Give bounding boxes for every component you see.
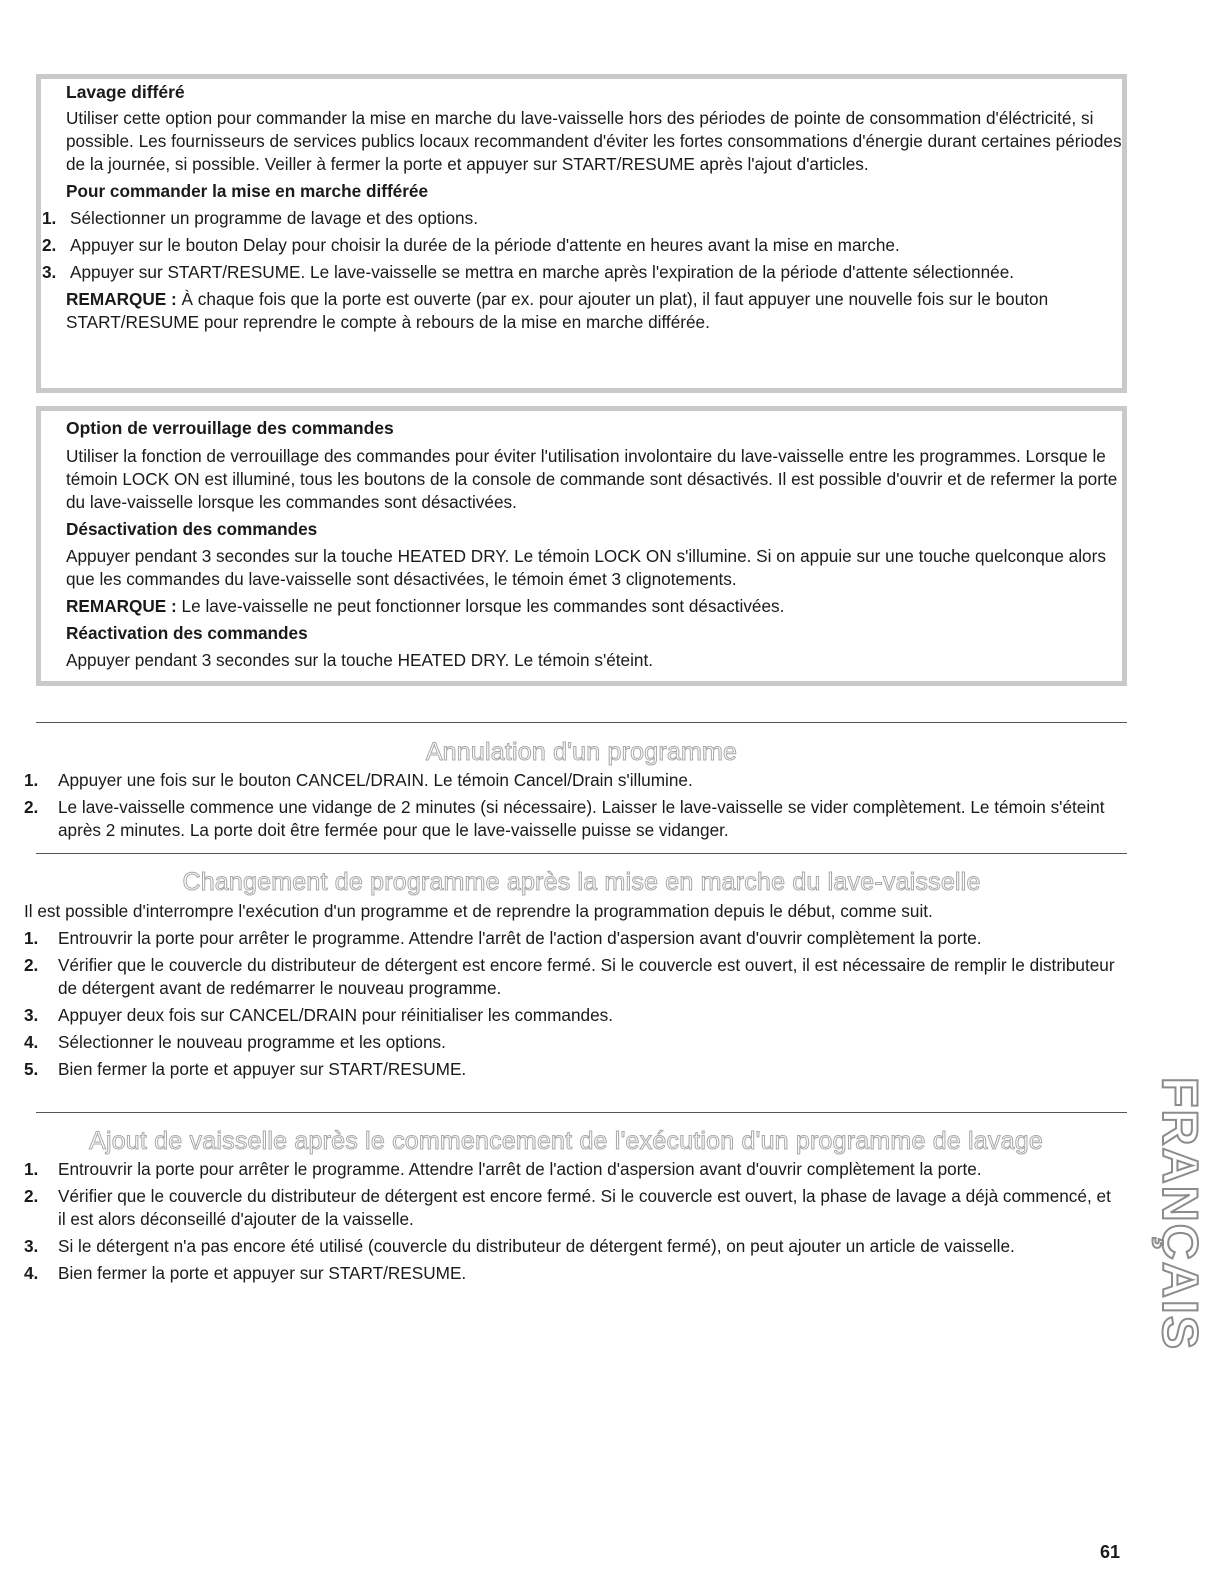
- list-item: 2. Appuyer sur le bouton Delay pour choisir la durée de la période d'attente en heures avant la mise en marche.: [42, 235, 900, 255]
- deactivate-text: Appuyer pendant 3 secondes sur la touche HEATED DRY. Le témoin LOCK ON s'illumine. Si on appuie sur une touche quelconque alors que les commandes du lave-vaisselle sont désactivées, le témoin émet 3 clignotements.: [66, 546, 1106, 589]
- list-item: 2. Vérifier que le couvercle du distributeur de détergent est encore fermé. Si le couvercle est ouvert, la phase de lavage a déjà commencé, et il est alors déconseillé d'ajouter de la vaisselle.: [24, 1186, 1111, 1229]
- cancel-steps-list: [24, 769, 1124, 842]
- list-item: 4. Bien fermer la porte et appuyer sur START/RESUME.: [24, 1263, 467, 1283]
- reactivate-title: Réactivation des commandes: [66, 623, 308, 643]
- delay-box-title: Lavage différé: [66, 82, 185, 102]
- lock-box-intro: Utiliser la fonction de verrouillage des commandes pour éviter l'utilisation involontaire du lave-vaisselle entre les programmes. Lorsque le témoin LOCK ON est illuminé, tous les boutons de la console de commande sont désactivés. Il est possible d'ouvrir et de refermer la porte du lave-vaisselle lorsque les commandes sont désactivées.: [66, 446, 1118, 512]
- note-label: REMARQUE :: [66, 596, 177, 616]
- list-item: 1. Entrouvrir la porte pour arrêter le programme. Attendre l'arrêt de l'action d'aspersion avant d'ouvrir complètement la porte.: [24, 928, 982, 948]
- delay-box-note: [66, 288, 1122, 334]
- delay-steps-list: [42, 207, 1122, 284]
- lock-box-title: Option de verrouillage des commandes: [66, 418, 394, 438]
- control-lock-box: [36, 406, 1127, 686]
- list-item: 1. Sélectionner un programme de lavage et des options.: [42, 208, 478, 228]
- deactivate-title: Désactivation des commandes: [66, 519, 318, 539]
- note-text: Le lave-vaisselle ne peut fonctionner lorsque les commandes sont désactivées.: [181, 596, 785, 616]
- list-item: 4. Sélectionner le nouveau programme et les options.: [24, 1032, 446, 1052]
- add-section-body: [24, 1158, 1114, 1289]
- add-steps-list: [24, 1158, 1114, 1285]
- delay-start-box: [36, 74, 1127, 393]
- cancel-section-body: [24, 769, 1124, 846]
- change-section-body: [24, 900, 1124, 1085]
- language-side-tab: [1152, 1076, 1209, 1352]
- section-divider: [36, 1112, 1127, 1113]
- section-divider: [36, 853, 1127, 854]
- lock-box-note: [66, 595, 1122, 618]
- list-item: 1. Appuyer une fois sur le bouton CANCEL/DRAIN. Le témoin Cancel/Drain s'illumine.: [24, 770, 693, 790]
- note-text: À chaque fois que la porte est ouverte (par ex. pour ajouter un plat), il faut appuyer une nouvelle fois sur le bouton START/RESUME pour reprendre le compte à rebours de la mise en marche différée.: [66, 289, 1049, 332]
- change-steps-list: [24, 927, 1124, 1081]
- delay-box-subtitle: Pour commander la mise en marche différée: [66, 181, 429, 201]
- delay-box-intro: Utiliser cette option pour commander la mise en marche du lave-vaisselle hors des périodes de pointe de consommation d'éléctricité, si possible. Les fournisseurs de services publics locaux recommandent d'éviter les fortes consommations d'énergie durant certaines périodes de la journée, si possible. Veiller à fermer la porte et appuyer sur START/RESUME après l'ajout d'articles.: [66, 108, 1122, 174]
- add-section-title: Ajout de vaisselle après le commencement de l'exécution d'un programme de lavage: [89, 1127, 1043, 1155]
- cancel-section-title: Annulation d'un programme: [425, 738, 738, 766]
- reactivate-text: Appuyer pendant 3 secondes sur la touche HEATED DRY. Le témoin s'éteint.: [66, 650, 654, 670]
- change-section-title: Changement de programme après la mise en marche du lave-vaisselle: [182, 868, 981, 896]
- change-intro: Il est possible d'interrompre l'exécution d'un programme et de reprendre la programmation depuis le début, comme suit.: [24, 901, 933, 921]
- section-divider: [36, 722, 1127, 723]
- list-item: 2. Vérifier que le couvercle du distributeur de détergent est encore fermé. Si le couvercle est ouvert, il est nécessaire de remplir le distributeur de détergent avant de redémarrer le nouveau programme.: [24, 955, 1115, 998]
- page-number: 61: [1100, 1542, 1121, 1562]
- list-item: 2. Le lave-vaisselle commence une vidange de 2 minutes (si nécessaire). Laisser le lave-vaisselle se vider complètement. Le témoin s'éteint après 2 minutes. La porte doit être fermée pour que le lave-vaisselle puisse se vidanger.: [24, 797, 1105, 840]
- list-item: 3. Appuyer deux fois sur CANCEL/DRAIN pour réinitialiser les commandes.: [24, 1005, 613, 1025]
- list-item: 3. Appuyer sur START/RESUME. Le lave-vaisselle se mettra en marche après l'expiration de la période d'attente sélectionnée.: [42, 262, 1015, 282]
- note-label: REMARQUE :: [66, 289, 177, 309]
- list-item: 5. Bien fermer la porte et appuyer sur START/RESUME.: [24, 1059, 467, 1079]
- language-label: FRANÇAIS: [1152, 1076, 1209, 1352]
- list-item: 3. Si le détergent n'a pas encore été utilisé (couvercle du distributeur de détergent fermé), on peut ajouter un article de vaisselle.: [24, 1236, 1015, 1256]
- list-item: 1. Entrouvrir la porte pour arrêter le programme. Attendre l'arrêt de l'action d'aspersion avant d'ouvrir complètement la porte.: [24, 1159, 982, 1179]
